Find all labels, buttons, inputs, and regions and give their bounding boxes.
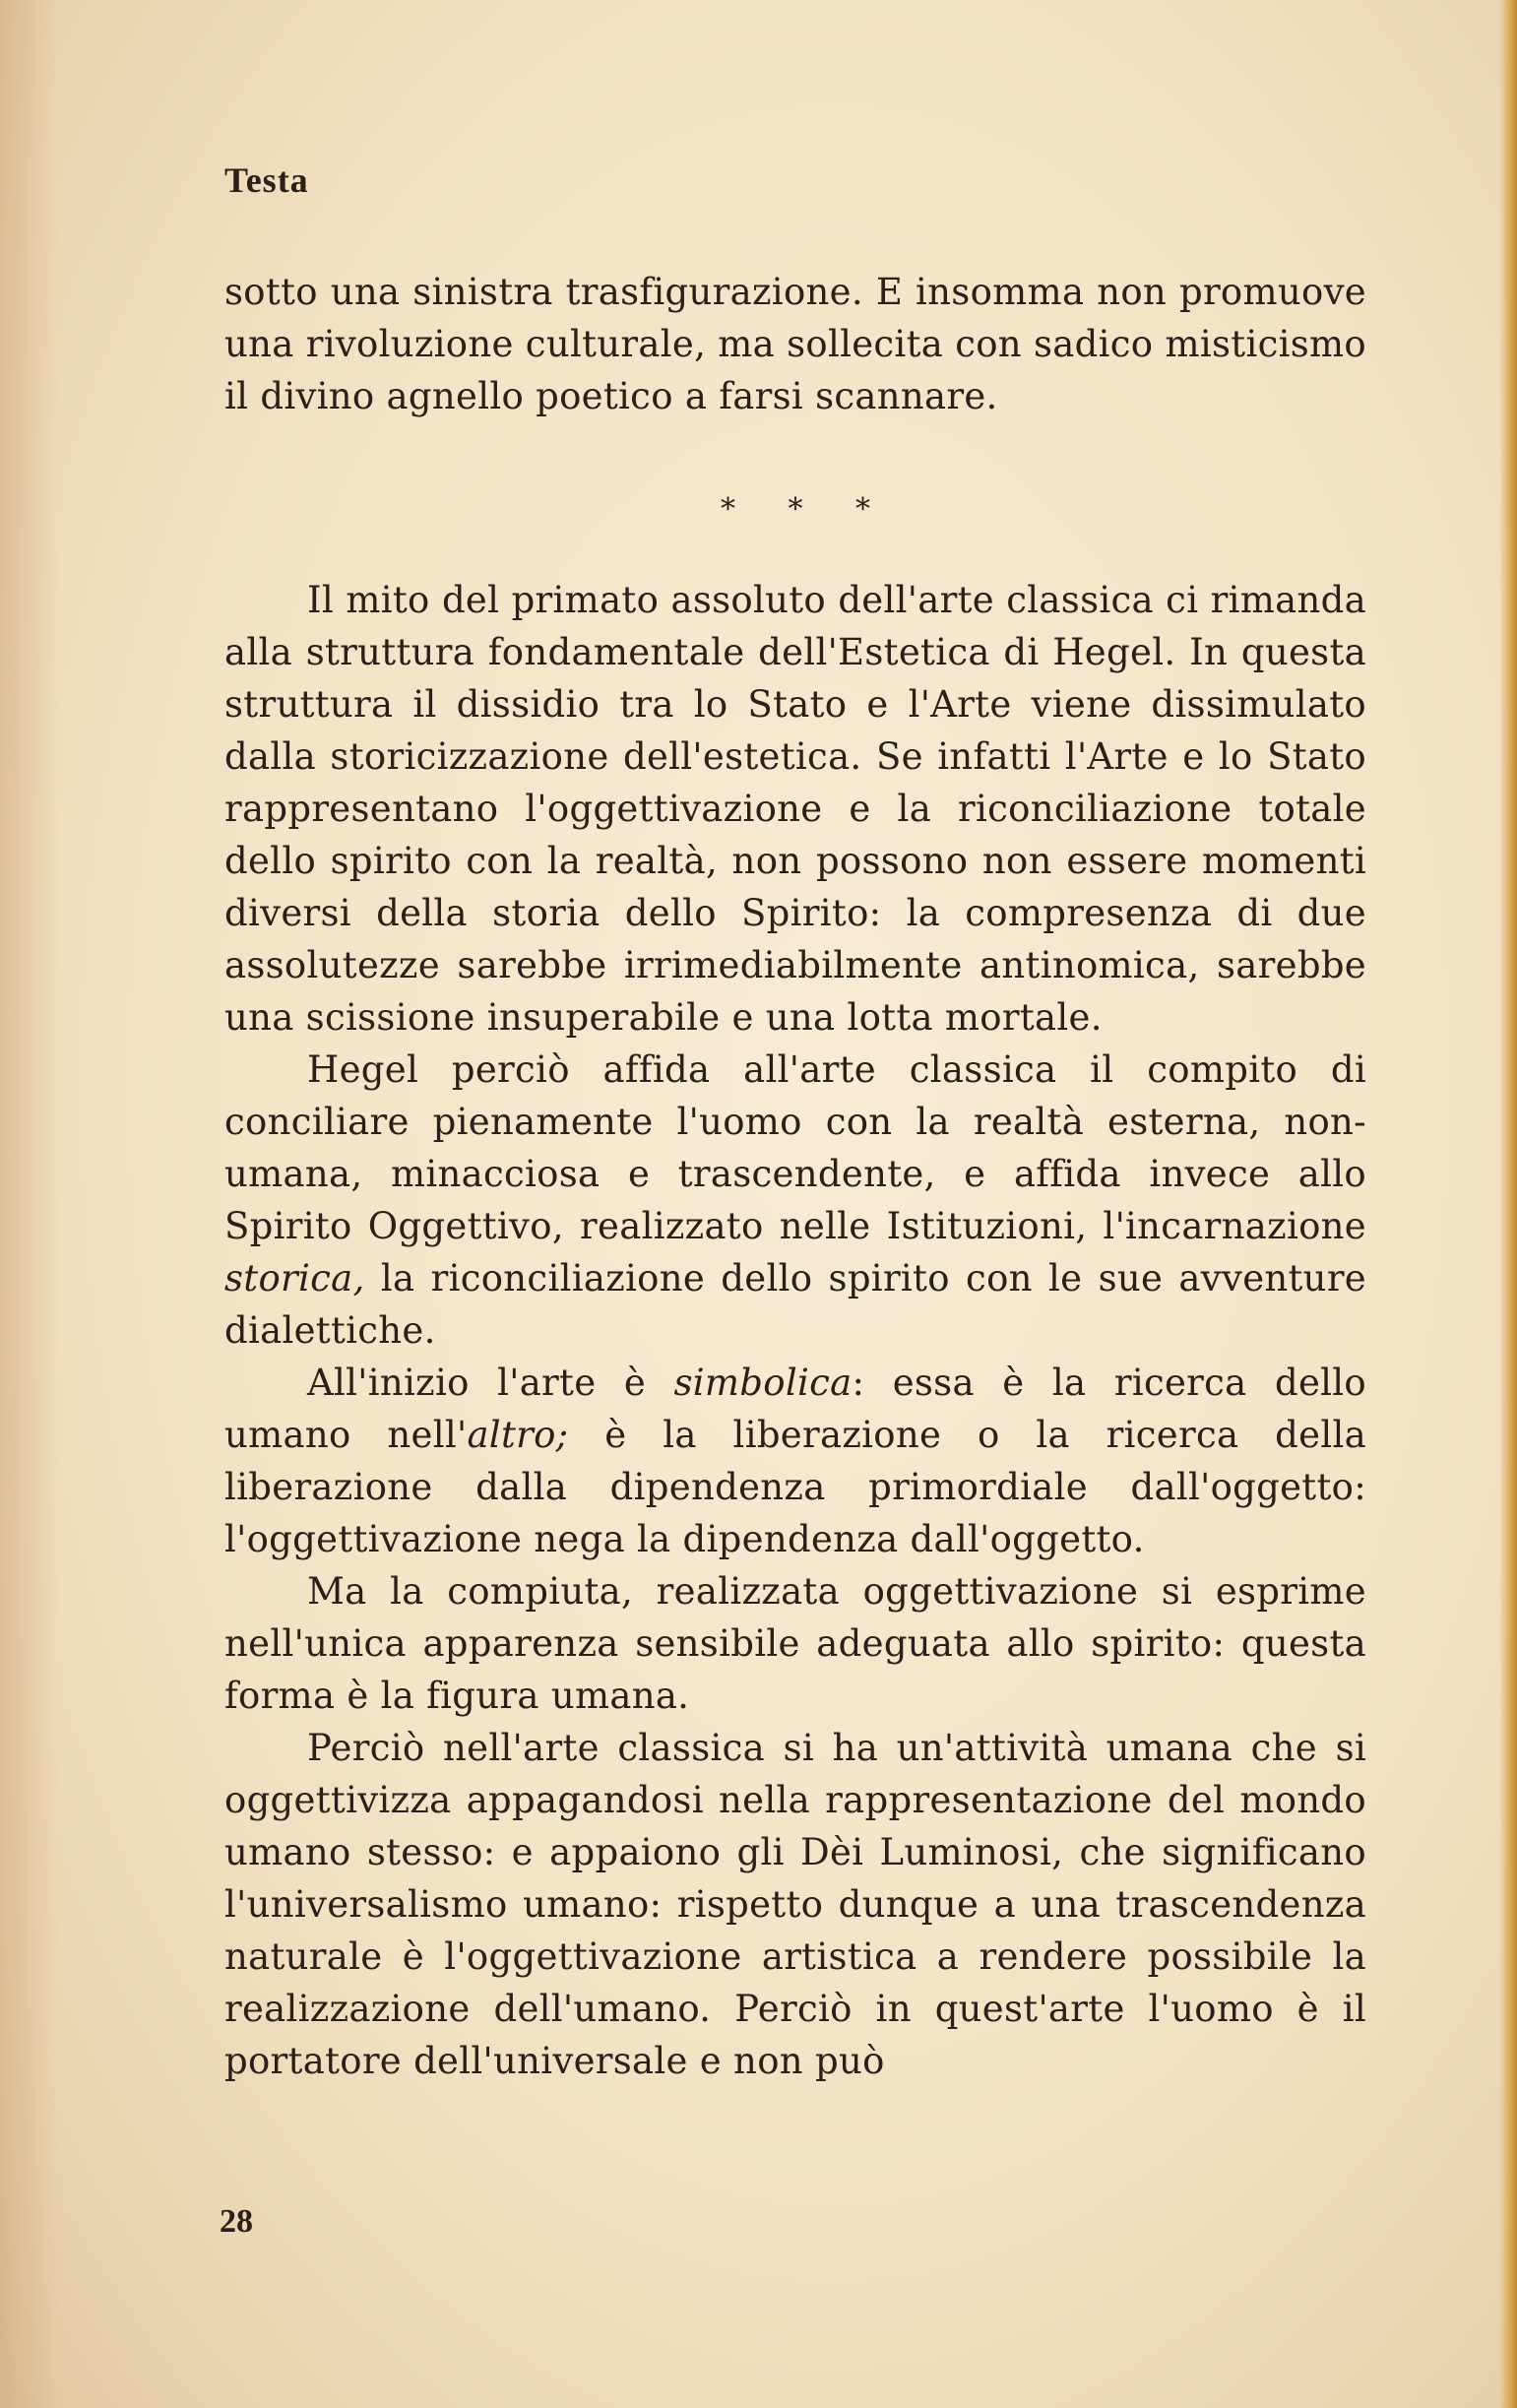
emphasis: altro; (467, 1414, 569, 1456)
page-edge-gilt (1499, 0, 1517, 2408)
running-head: Testa (224, 160, 309, 200)
page-edge-shadow (0, 0, 59, 2408)
paragraph: Perciò nell'arte classica si ha un'attività umana che si oggettivizza appagandosi nella rappresentazione del mondo umano stesso: e appaiono gli Dèi Luminosi, che significano l'universalismo umano: rispetto dunque a una trascendenza naturale è l'oggettivazione artistica a rendere possibile la realizzazione dell'umano. Perciò in quest'arte l'uomo è il portatore dell'universale e non può (224, 1727, 1366, 2082)
emphasis: simbolica (673, 1362, 853, 1404)
text-block (224, 266, 1366, 2087)
paragraph-continuation: sotto una sinistra trasfigurazione. E insomma non promuove una rivoluzione culturale, ma sollecita con sadico misticismo il divino agnello poetico a farsi scannare. (224, 271, 1366, 417)
paragraph: Il mito del primato assoluto dell'arte classica ci rimanda alla struttura fondamentale dell'Estetica di Hegel. In questa struttura il dissidio tra lo Stato e l'Arte viene dissimulato dalla storicizzazione dell'estetica. Se infatti l'Arte e lo Stato rappresentano l'oggettivazione e la riconciliazione totale dello spirito con la realtà, non possono non essere momenti diversi della storia dello Spirito: la compresenza di due assolutezze sarebbe irrimediabilmente antinomica, sarebbe una scissione insuperabile e una lotta mortale. (224, 579, 1366, 1039)
page-number: 28 (220, 2203, 253, 2240)
emphasis: storica, (224, 1257, 365, 1299)
section-separator: * * * (720, 492, 893, 527)
paragraph: Hegel perciò affida all'arte classica il compito di conciliare pienamente l'uomo con la realtà esterna, non-umana, minacciosa e trascendente, e affida invece allo Spirito Oggettivo, realizzato nelle Istituzioni, l'incarnazione storica, la riconciliazione dello spirito con le sue avventure dialettiche. (224, 1048, 1366, 1352)
paragraph: All'inizio l'arte è simbolica: essa è la ricerca dello umano nell'altro; è la liberazione o la ricerca della liberazione dalla dipendenza primordiale dall'oggetto: l'oggettivazione nega la dipendenza dall'oggetto. (224, 1362, 1366, 1560)
paragraph: Ma la compiuta, realizzata oggettivazione si esprime nell'unica apparenza sensibile adeguata allo spirito: questa forma è la figura umana. (224, 1570, 1366, 1717)
